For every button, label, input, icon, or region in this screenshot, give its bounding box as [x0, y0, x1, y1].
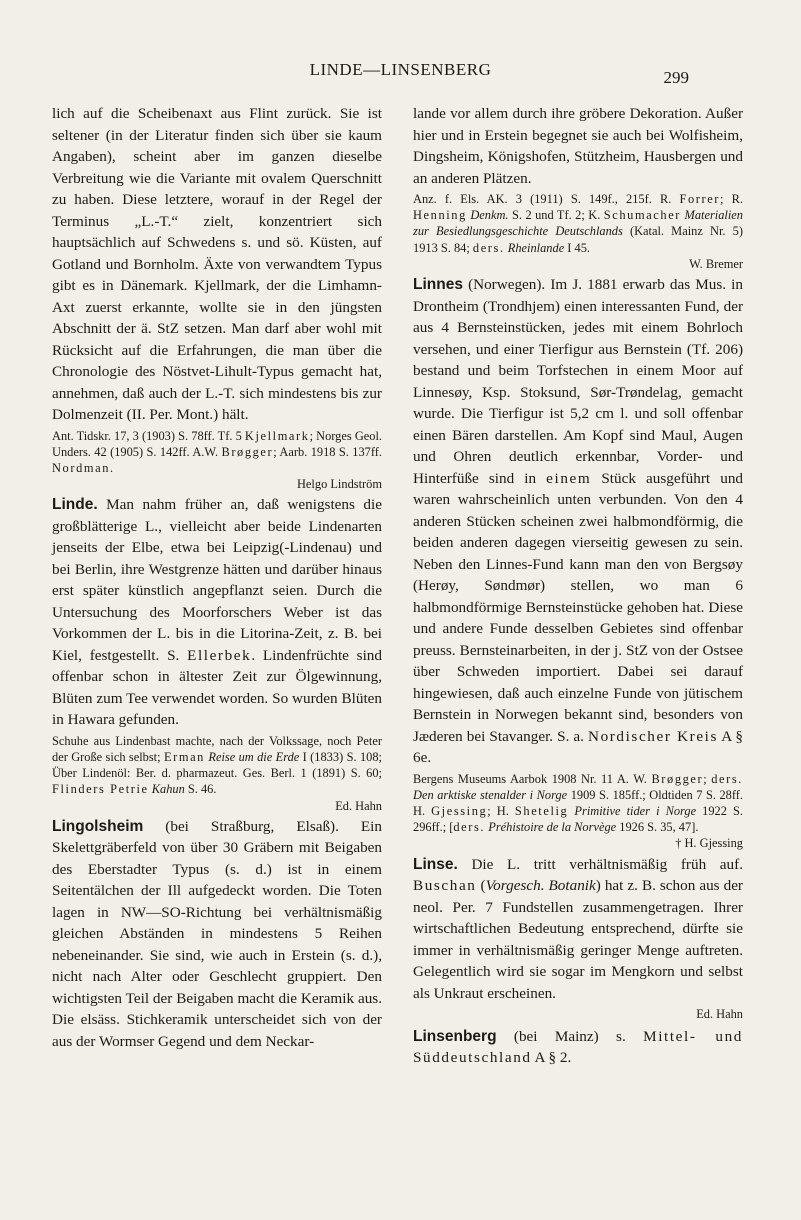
author-signature: Ed. Hahn — [335, 798, 382, 813]
author-signature: † H. Gjessing — [675, 836, 743, 851]
paragraph-lingolsheim-continuation: lande vor allem durch ihre gröbere Dekoration. Außer hier und in Erstein begegnet sie auch bei Wolfisheim, Dingsheim, Königshofen, Stützheim, Hausbergen und an anderen Plätzen. — [413, 105, 743, 187]
lemma-linsenberg: Linsenberg — [413, 1027, 497, 1045]
left-column — [52, 103, 382, 1052]
page-number: 299 — [663, 68, 689, 87]
lemma-lingolsheim: Lingolsheim — [52, 817, 144, 835]
lemma-linde: Linde. — [52, 496, 98, 514]
author-signature: W. Bremer — [689, 256, 743, 271]
lemma-linse: Linse. — [413, 855, 458, 873]
references-linnes: Bergens Museums Aarbok 1908 Nr. 11 A. W. Brøgger; ders. Den arktiske stenalder i Norge 1909 S. 185ff.; Oldtiden 7 S. 28ff. H. Gjessing; H. Shetelig Primitive tider i Norge 1922 S. 296ff.; [ders. Préhistoire de la Norvège 1926 S. 35, 47]. † H. Gjessing — [413, 771, 743, 851]
entry-linse: Linse. Die L. tritt verhältnismäßig früh auf. Buschan (Vorgesch. Botanik) hat z. B. schon aus der neol. Per. 7 Fundstellen zusammengetragen. Ihrer wirtschaftlichen Bedeutung entsprechend, dürfte sie immer in verhältnismäßig geringer Menge auftreten. Gelegentlich wird sie sogar im Mengkorn und selbst als Unkraut erscheinen. Ed. Hahn — [413, 854, 743, 1026]
author-signature: Helgo Lindström — [296, 477, 382, 492]
entry-linnes: Linnes (Norwegen). Im J. 1881 erwarb das Mus. in Drontheim (Trondhjem) einen interessanten Fund, der aus 4 Bernsteinstücken, jedes mit einem Bohrloch versehen, und einer Tierfigur aus Bernstein (Tf. 206) bestand und beim Torfstechen in einem Moor auf Linnesøy, Ksp. Stoksund, Sør-Trøndelag, gemacht wurde. Die Tierfigur ist 5,2 cm l. und soll offenbar einen Bären darstellen. Am Kopf sind Maul, Augen und Ohren deutlich erkennbar, Vorder- und Hinterfüße sind in einem Stück ausgeführt und waren wahrscheinlich unten verbunden. Von den 4 anderen Stücken scheinen zwei halbmondförmig, die beiden anderen dagegen vierseitig gewesen zu sein. Neben den Linnes-Fund kann man den von Bergsøy (Herøy, Søndmør) stellen, wo man 6 halbmondförmige Bernsteinstücke gehoben hat. Diese und andere Funde desselben Gebietes sind offenbar preuss. Bernsteinarbeiten, in der j. StZ von der Ostsee über Schweden importiert. Dabei sei darauf hingewiesen, daß auch einzelne Funde von jütischem Bernstein in Norwegen bekannt sind, besonders von Jæderen bei Stavanger. S. a. Nordischer Kreis A § 6e. — [413, 276, 744, 767]
entry-linde: Linde. Man nahm früher an, daß wenigstens die großblätterige L., vielleicht aber beide Lindenarten jenseits der Elbe, etwa bei Leipzig(-Lindenau) und bei Berlin, ihre Westgrenze hätten und darüber hinaus erst später künstlich angepflanzt seien. Durch die Untersuchung des Moorforschers Weber ist das Vorkommen der L. bis in die Litorina-Zeit, z. B. bei Kiel, festgestellt. S. Ellerbek. Lindenfrüchte sind offenbar schon in ältester Zeit zur Ölgewinnung, Blüten zum Tee verwendet worden. So wurden Blüten in Hawara gefunden. — [52, 496, 382, 729]
paragraph-limhamn-continuation: lich auf die Scheibenaxt aus Flint zurück. Sie ist seltener (in der Literatur finden sich über sie kaum Angaben), scheint aber im ganzen dieselbe Verbreitung wie die Variante mit ovalem Querschnitt zu haben. Diese letztere, worauf in der Regel der Terminus „L.-T.“ zielt, konzentriert sich hauptsächlich auf Schwedens s. und sö. Küsten, auf Gotland und Bornholm. Äxte von verwandtem Typus gibt es in Dänemark. Kjellmark, der die Limhamn-Axt zuerst erkannte, wollte sie in den jüngsten Abschnitt der ä. StZ setzen. Man darf aber wohl mit Rücksicht auf die Erfahrungen, die man über die Chronologie des Nöstvet-Lihult-Typus gemacht hat, annehmen, daß auch der L.-T. sich mindestens bis zur Dolmenzeit (II. Per. Mont.) hält. — [52, 105, 382, 423]
page-header — [0, 60, 801, 90]
entry-linsenberg: Linsenberg (bei Mainz) s. Mittel- und Süddeutschland A § 2. — [413, 1027, 743, 1067]
right-column — [413, 103, 743, 1069]
references-linde: Schuhe aus Lindenbast machte, nach der Volkssage, noch Peter der Große sich selbst; Erman Reise um die Erde I (1833) S. 108; Über Lindenöl: Ber. d. pharmazeut. Ges. Berl. 1 (1891) S. 60; Flinders Petrie Kahun S. 46. Ed. Hahn — [52, 733, 382, 813]
author-signature: Ed. Hahn — [696, 1007, 743, 1022]
entry-lingolsheim: Lingolsheim (bei Straßburg, Elsaß). Ein Skelettgräberfeld von über 30 Gräbern mit Beigaben des Eberstadter Typus (s. d.) ist in einem Seitentälchen der Ill aufgedeckt worden. Die Toten lagen in NW—SO-Richtung bei verhältnismäßig gleichen Abständen in mindestens 5 Reihen nebeneinander. Sie sind, wie auch in Erstein (s. d.), nicht nach Alter oder Geschlecht gruppiert. Den wichtigsten Teil der Beigaben macht die Keramik aus. Die elsäss. Stichkeramik unterscheidet sich von der aus der Wormser Gegend und dem Neckar- — [52, 817, 382, 1050]
references-lingolsheim: Anz. f. Els. AK. 3 (1911) S. 149f., 215f. R. Forrer; R. Henning Denkm. S. 2 und Tf. 2; K. Schumacher Materialien zur Besiedlungsgeschichte Deutschlands (Katal. Mainz Nr. 5) 1913 S. 84; ders. Rheinlande I 45. W. Bremer — [413, 192, 743, 271]
lemma-linnes: Linnes — [413, 276, 463, 294]
references-limhamn: Ant. Tidskr. 17, 3 (1903) S. 78ff. Tf. 5 Kjellmark; Norges Geol. Unders. 42 (1905) S. 142ff. A.W. Brøgger; Aarb. 1918 S. 137ff. Nordman. Helgo Lindström — [52, 428, 383, 492]
running-head: LINDE—LINSENBERG — [309, 60, 492, 79]
